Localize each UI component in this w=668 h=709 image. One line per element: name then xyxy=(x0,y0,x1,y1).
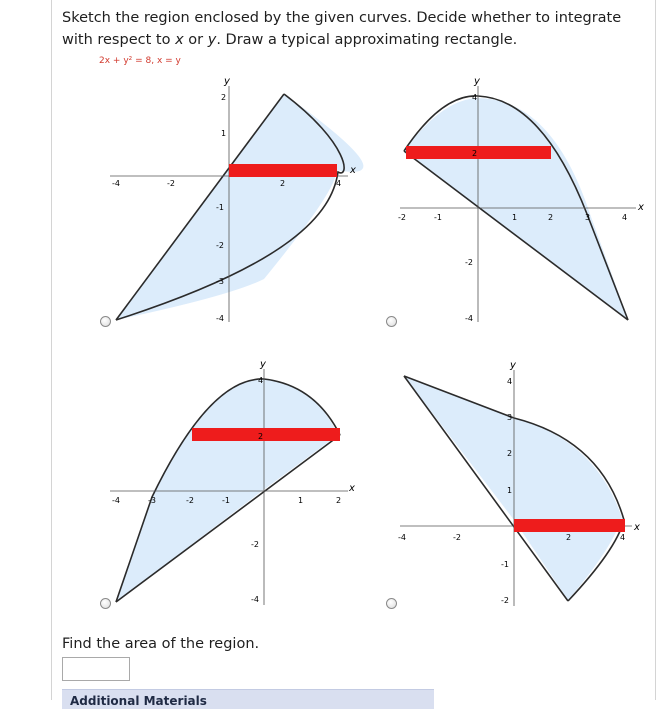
tick-label: 1 xyxy=(221,129,227,138)
region-fill xyxy=(116,379,338,602)
radio-option-1[interactable] xyxy=(100,316,111,327)
x-axis-label: x xyxy=(638,202,644,213)
graph-option-4 xyxy=(396,360,656,615)
graph-4-svg xyxy=(396,360,656,615)
graph-3-svg xyxy=(100,357,360,612)
tick-label: 3 xyxy=(585,213,591,222)
question-line-2 xyxy=(62,29,642,51)
tick-label: 4 xyxy=(507,377,513,386)
tick-label: -2 xyxy=(251,540,259,549)
tick-label: -2 xyxy=(186,496,194,505)
tick-label: -4 xyxy=(465,314,473,323)
tick-label: 4 xyxy=(336,179,342,188)
y-axis-label: y xyxy=(260,359,266,370)
graph-option-2 xyxy=(392,74,652,329)
equation-label: 2x + y² = 8, x = y xyxy=(99,56,181,66)
tick-label: -4 xyxy=(112,496,120,505)
tick-label: -4 xyxy=(398,533,406,542)
tick-label: -4 xyxy=(216,314,224,323)
graph-2-svg xyxy=(392,74,652,329)
area-prompt: Find the area of the region. xyxy=(62,636,260,652)
x-axis-label: x xyxy=(350,165,356,176)
approximating-rectangle xyxy=(406,146,551,159)
tick-label: 2 xyxy=(280,179,286,188)
tick-label: 4 xyxy=(620,533,626,542)
question-fragment: or xyxy=(183,32,208,48)
tick-label: 1 xyxy=(512,213,518,222)
tick-label: -1 xyxy=(434,213,442,222)
tick-label: -2 xyxy=(167,179,175,188)
tick-label: 2 xyxy=(548,213,554,222)
radio-option-2[interactable] xyxy=(386,316,397,327)
tick-label: 1 xyxy=(298,496,304,505)
tick-label: 4 xyxy=(622,213,628,222)
region-fill xyxy=(404,376,622,600)
tick-label: -4 xyxy=(251,595,259,604)
radio-option-4[interactable] xyxy=(386,598,397,609)
tick-label: 1 xyxy=(507,486,513,495)
question-fragment: . Draw a typical approximating rectangle. xyxy=(216,32,518,48)
region-fill xyxy=(404,98,628,319)
variable-y: y xyxy=(207,32,217,48)
radio-option-3[interactable] xyxy=(100,598,111,609)
approximating-rectangle xyxy=(514,519,625,532)
graph-option-3 xyxy=(100,357,360,612)
y-axis-label: y xyxy=(474,76,480,87)
tick-label: -2 xyxy=(465,258,473,267)
approximating-rectangle xyxy=(229,164,337,177)
tick-label: 2 xyxy=(221,93,227,102)
additional-materials-header[interactable]: Additional Materials xyxy=(62,689,434,709)
y-axis-label: y xyxy=(224,76,230,87)
tick-label: -2 xyxy=(453,533,461,542)
tick-label: 4 xyxy=(472,93,478,102)
area-answer-input[interactable] xyxy=(62,657,130,681)
tick-label: -1 xyxy=(222,496,230,505)
approximating-rectangle xyxy=(192,428,340,441)
tick-label: 2 xyxy=(507,449,513,458)
tick-label: 2 xyxy=(472,149,478,158)
tick-label: -2 xyxy=(501,596,509,605)
x-axis-label: x xyxy=(634,522,640,533)
tick-label: -2 xyxy=(216,241,224,250)
tick-label: -2 xyxy=(398,213,406,222)
region-fill xyxy=(116,94,363,320)
x-axis-label: x xyxy=(349,483,355,494)
tick-label: 2 xyxy=(336,496,342,505)
question-fragment: with respect to xyxy=(62,32,176,48)
question-line-1: Sketch the region enclosed by the given curves. Decide whether to integrate xyxy=(62,10,622,26)
y-axis-label: y xyxy=(510,360,516,371)
tick-label: -4 xyxy=(112,179,120,188)
tick-label: 2 xyxy=(566,533,572,542)
tick-label: -1 xyxy=(501,560,509,569)
tick-label: -3 xyxy=(148,496,156,505)
graph-option-1 xyxy=(100,74,360,329)
question-text xyxy=(62,7,642,51)
variable-x: x xyxy=(175,32,184,48)
tick-label: -3 xyxy=(216,277,224,286)
tick-label: 2 xyxy=(258,432,264,441)
graph-1-svg xyxy=(100,74,360,329)
tick-label: -1 xyxy=(216,203,224,212)
tick-label: 4 xyxy=(258,376,264,385)
tick-label: 3 xyxy=(507,413,513,422)
